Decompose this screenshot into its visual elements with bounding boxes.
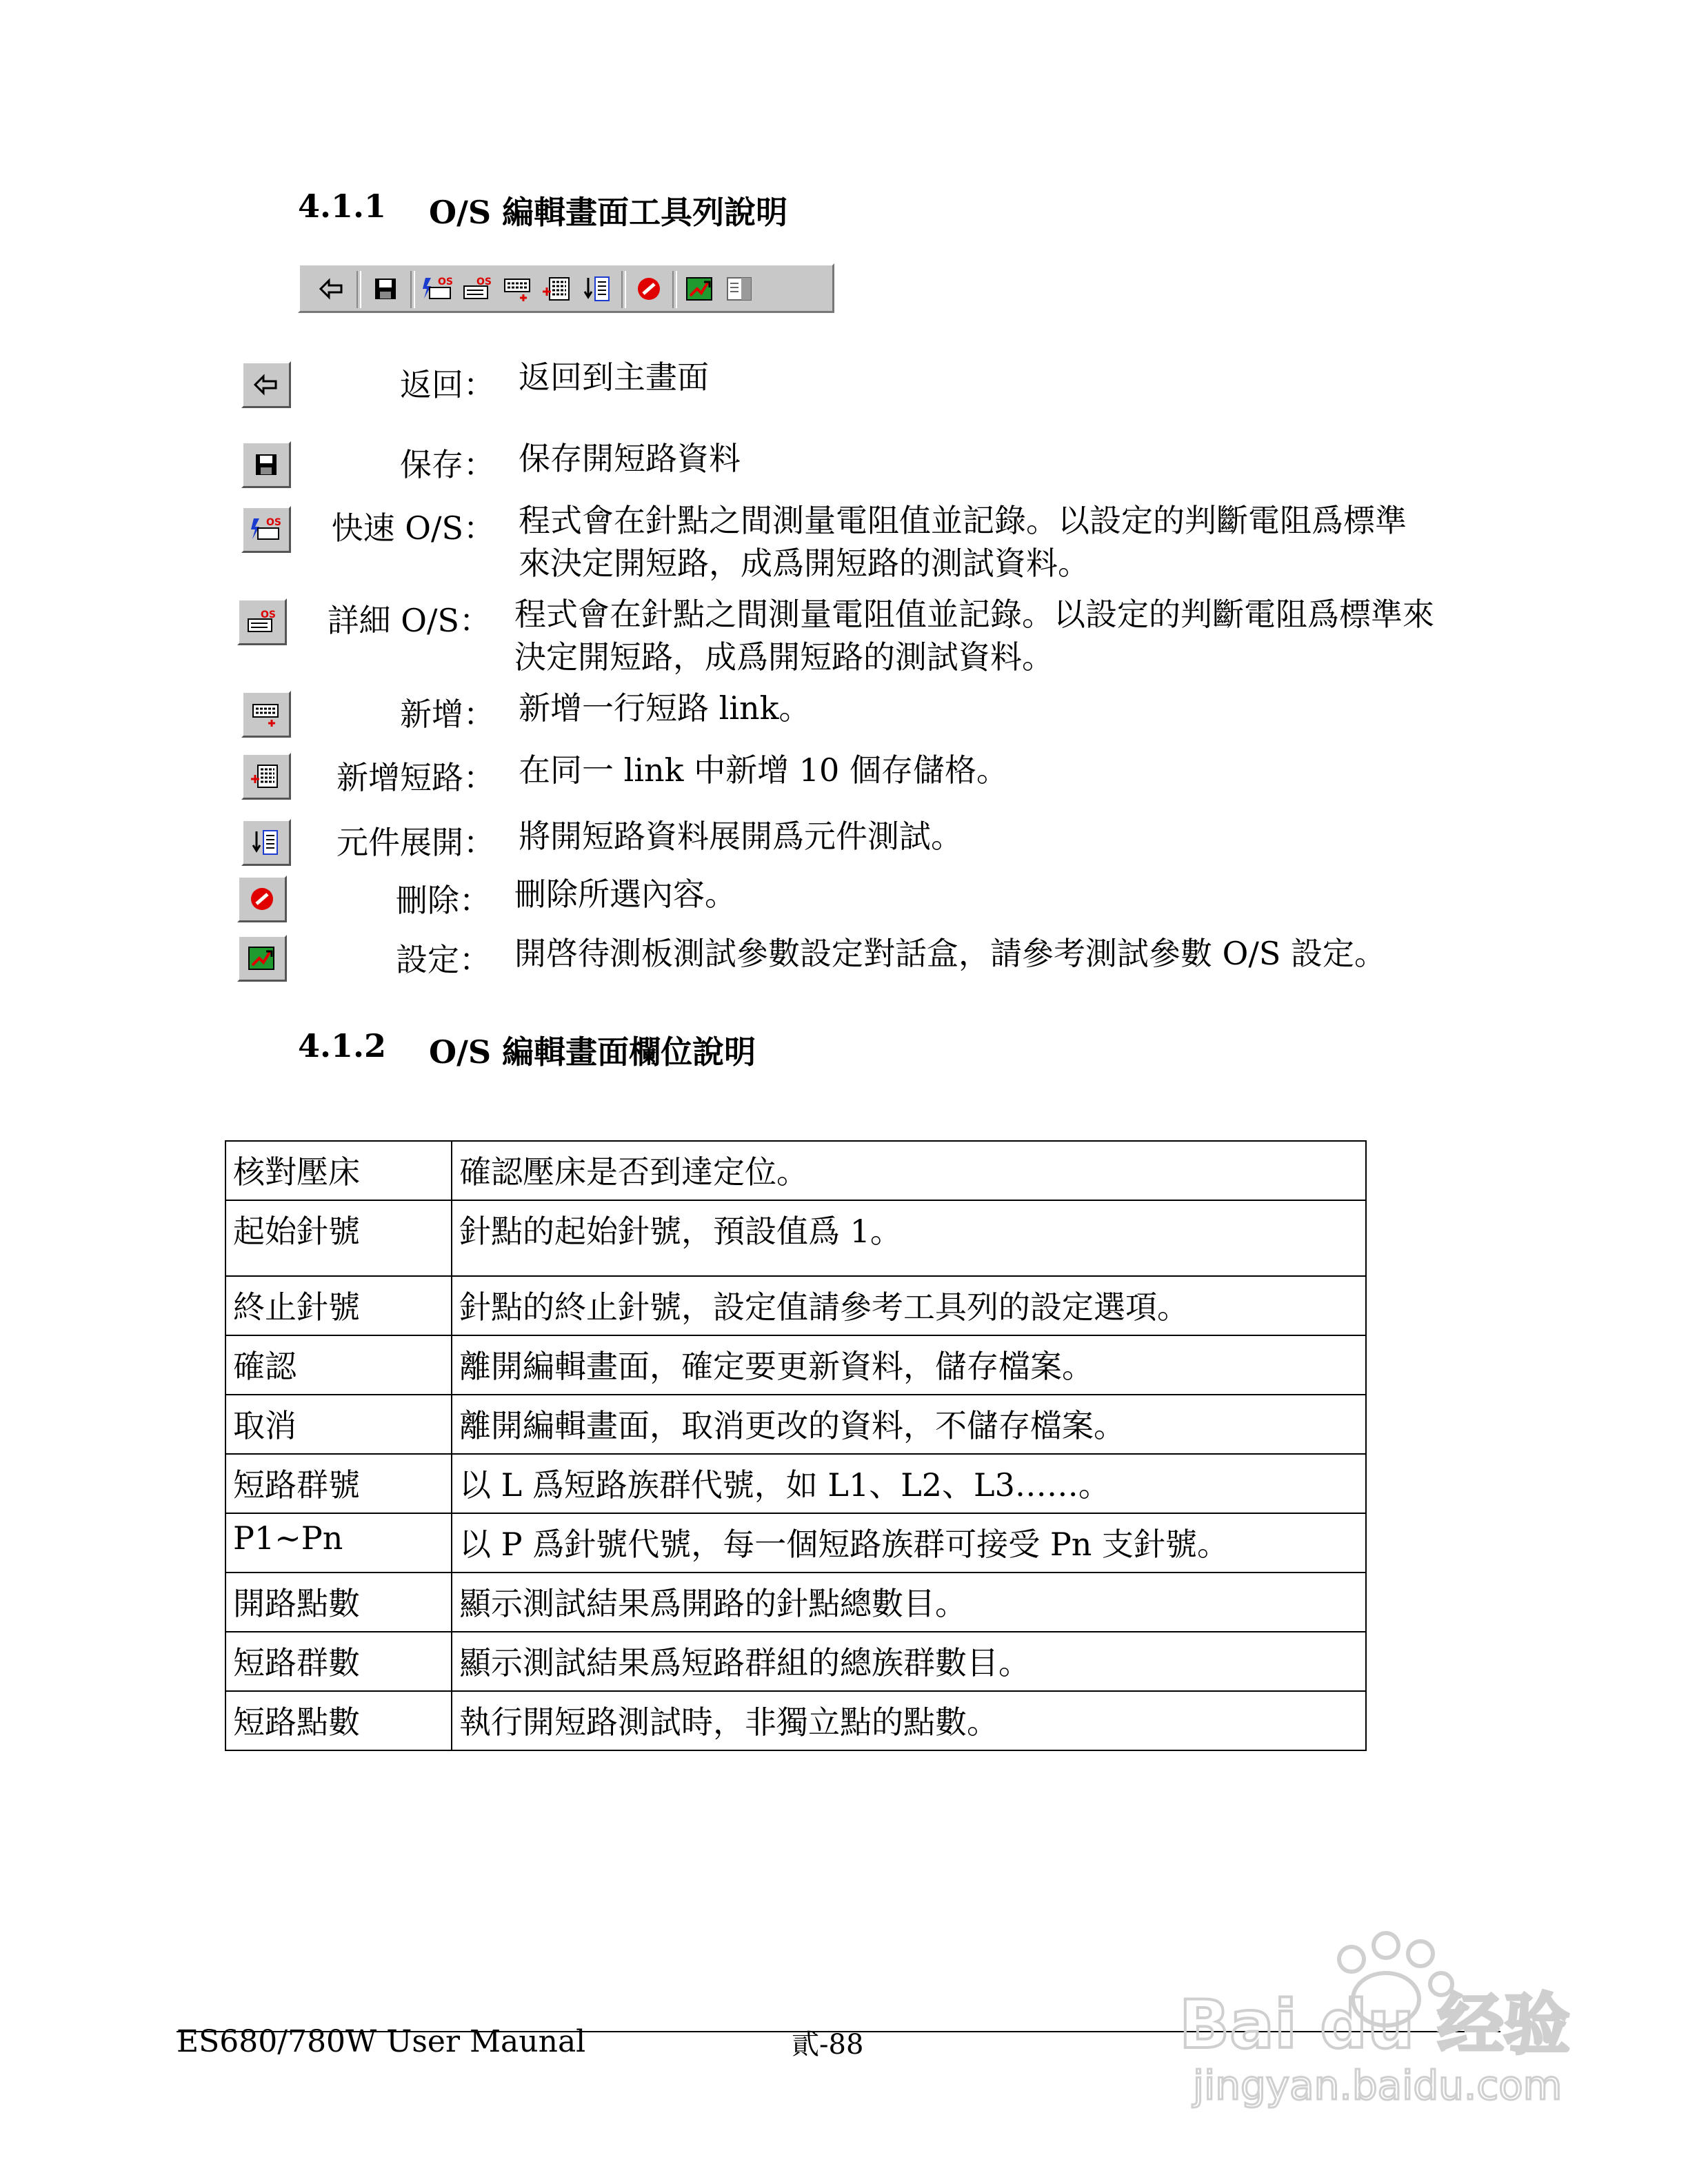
field-name: 短路群號	[225, 1454, 452, 1513]
section-title: O/S 編輯畫面工具列說明	[429, 194, 788, 231]
table-row	[225, 1632, 1366, 1691]
item-desc-add: 新增一行短路 link。	[519, 689, 811, 727]
table-row	[225, 1691, 1366, 1750]
table-row	[225, 1573, 1366, 1632]
detail-os-icon	[237, 598, 287, 645]
quick-os-icon[interactable]	[419, 272, 457, 305]
svg-text:OS: OS	[261, 609, 276, 620]
field-desc: 執行開短路測試時，非獨立點的點數。	[452, 1691, 1366, 1750]
add-short-icon	[241, 753, 291, 800]
item-label-back: 返回：	[400, 366, 495, 403]
settings-icon[interactable]	[681, 272, 719, 305]
field-name: 終止針號	[225, 1276, 452, 1335]
item-label-settings: 設定：	[396, 941, 491, 978]
field-name: 起始針號	[225, 1200, 452, 1276]
field-name: P1~Pn	[225, 1513, 452, 1573]
item-label-quick-os: 快速 O/S：	[331, 509, 495, 547]
item-desc-add-short: 在同一 link 中新增 10 個存儲格。	[519, 751, 1008, 789]
field-name: 短路群數	[225, 1632, 452, 1691]
add-row-icon[interactable]	[499, 272, 537, 305]
baidu-watermark-logo	[1179, 1910, 1593, 2112]
delete-icon	[237, 876, 287, 922]
panel-icon[interactable]	[721, 272, 759, 305]
item-desc-detail-os: 程式會在針點之間測量電阻值並記錄。以設定的判斷電阻爲標準來決定開短路，成爲開短路的測試資料。	[514, 596, 1434, 676]
add-row-icon	[241, 691, 291, 738]
item-desc-save: 保存開短路資料	[519, 440, 741, 477]
field-desc: 離開編輯畫面，取消更改的資料，不儲存檔案。	[452, 1395, 1366, 1454]
table-row	[225, 1513, 1366, 1573]
section-heading-4-1-2	[298, 1027, 1125, 1069]
section-number: 4.1.1	[298, 188, 387, 225]
save-icon[interactable]	[366, 272, 405, 305]
back-icon	[241, 361, 291, 408]
section-number: 4.1.2	[298, 1027, 387, 1064]
field-name: 取消	[225, 1395, 452, 1454]
field-desc: 針點的起始針號，預設值爲 1。	[452, 1200, 1366, 1276]
item-desc-expand: 將開短路資料展開爲元件測試。	[519, 818, 963, 855]
field-desc: 以 L 爲短路族群代號，如 L1、L2、L3……。	[452, 1454, 1366, 1513]
footer-manual-title: ES680/780W User Maunal	[177, 2024, 586, 2059]
table-row	[225, 1276, 1366, 1335]
table-row	[225, 1395, 1366, 1454]
table-row	[225, 1141, 1366, 1200]
quick-os-icon	[241, 506, 291, 553]
table-row	[225, 1200, 1366, 1276]
expand-icon[interactable]	[579, 272, 617, 305]
detail-os-icon[interactable]	[459, 272, 497, 305]
settings-icon	[237, 935, 287, 982]
item-label-expand: 元件展開：	[336, 824, 495, 861]
section-heading-4-1-1	[298, 188, 1125, 229]
field-name: 核對壓床	[225, 1141, 452, 1200]
item-desc-quick-os: 程式會在針點之間測量電阻值並記錄。以設定的判斷電阻爲標準來決定開短路，成爲開短路的測試資料。	[519, 502, 1407, 582]
table-row	[225, 1335, 1366, 1395]
field-name: 確認	[225, 1335, 452, 1395]
svg-text:Bai du 经验: Bai du 经验	[1179, 1986, 1570, 2063]
field-description-table	[225, 1140, 1367, 1751]
item-desc-delete: 刪除所選內容。	[514, 876, 736, 913]
field-desc: 確認壓床是否到達定位。	[452, 1141, 1366, 1200]
section-title: O/S 編輯畫面欄位說明	[429, 1033, 756, 1071]
item-desc-settings: 開啓待測板測試參數設定對話盒，請參考測試參數 O/S 設定。	[514, 935, 1386, 972]
back-icon[interactable]	[312, 272, 351, 305]
item-label-add: 新增：	[400, 696, 495, 733]
item-label-detail-os: 詳細 O/S：	[327, 602, 491, 639]
svg-text:OS: OS	[438, 276, 453, 287]
field-desc: 顯示測試結果爲開路的針點總數目。	[452, 1573, 1366, 1632]
delete-icon[interactable]	[630, 272, 668, 305]
field-name: 開路點數	[225, 1573, 452, 1632]
table-row	[225, 1454, 1366, 1513]
item-label-delete: 刪除：	[396, 882, 491, 919]
field-desc: 顯示測試結果爲短路群組的總族群數目。	[452, 1632, 1366, 1691]
item-label-add-short: 新增短路：	[336, 759, 495, 796]
field-desc: 以 P 爲針號代號，每一個短路族群可接受 Pn 支針號。	[452, 1513, 1366, 1573]
field-desc: 離開編輯畫面，確定要更新資料，儲存檔案。	[452, 1335, 1366, 1395]
svg-text:jingyan.baidu.com: jingyan.baidu.com	[1193, 2062, 1563, 2109]
footer-page-number: 貳-88	[792, 2029, 864, 2061]
add-short-icon[interactable]	[539, 272, 577, 305]
svg-text:OS: OS	[476, 276, 492, 287]
field-name: 短路點數	[225, 1691, 452, 1750]
svg-text:OS: OS	[266, 517, 281, 528]
os-edit-toolbar	[298, 263, 834, 313]
field-desc: 針點的終止針號，設定值請參考工具列的設定選項。	[452, 1276, 1366, 1335]
save-icon	[241, 441, 291, 488]
item-label-save: 保存：	[400, 446, 495, 483]
item-desc-back: 返回到主畫面	[519, 358, 709, 396]
expand-icon	[241, 819, 291, 866]
